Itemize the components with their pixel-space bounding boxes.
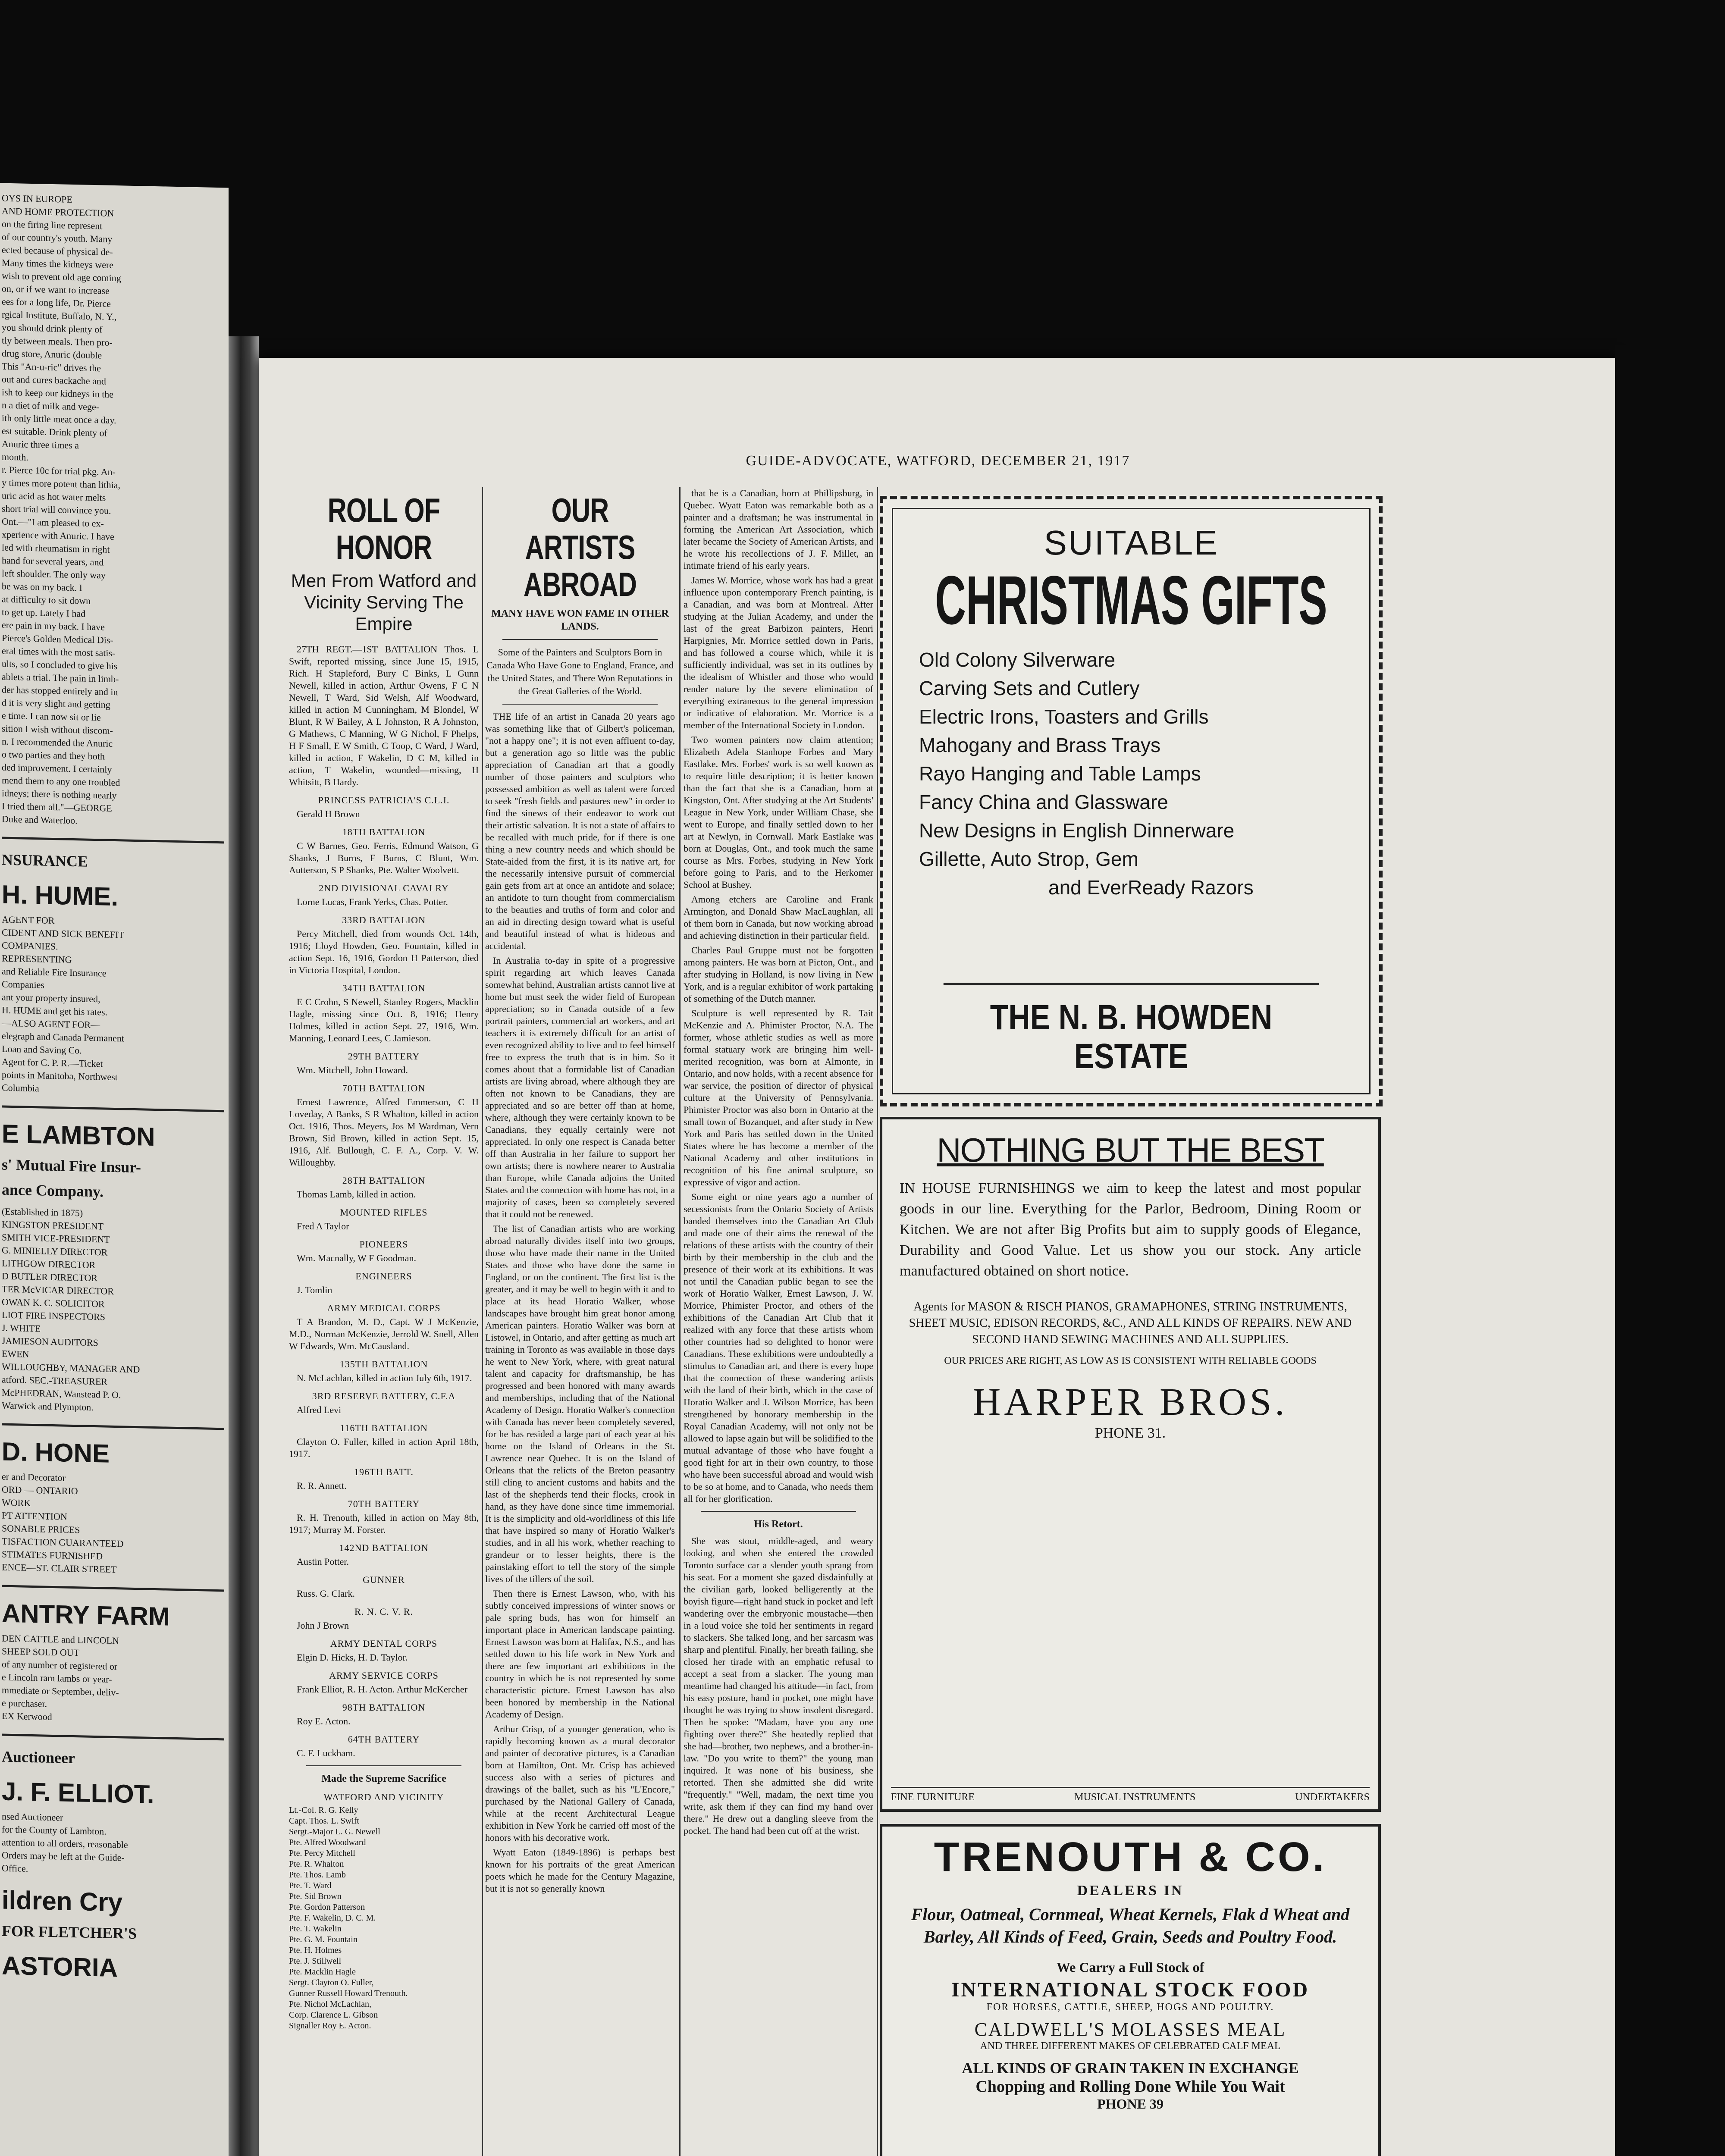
text-line: der has stopped entirely and in [2, 684, 118, 698]
text-line: EX Kerwood [2, 1710, 52, 1722]
officer-line: atford. SEC.-TREASURER [2, 1374, 108, 1387]
harper-agents: Agents for MASON & RISCH PIANOS, GRAMAPHONES, STRING INSTRUMENTS, SHEET MUSIC, EDISON RECORDS, &C., AND ALL KINDS OF REPAIRS. NEW AND SECOND HAND SEWING MACHINES AND ALL SUPPLIES. [909, 1300, 1352, 1346]
lambton-subtitle: s' Mutual Fire Insur- [2, 1156, 141, 1176]
text-line: SONABLE PRICES [2, 1523, 80, 1536]
text-line: COMPANIES. [2, 940, 58, 952]
officer-line: Warwick and Plympton. [2, 1400, 94, 1413]
hume-ad-text [2, 913, 224, 1099]
gift-list [919, 646, 1369, 902]
harper-body: IN HOUSE FURNISHINGS we aim to keep the latest and most popular goods in our line. Everything for the Parlor, Bedroom, Dining Room or Kitchen. We are not after Big Profits but aim to supply goods of Elegance, Durability and Good Value. Let us show you our stock. Any article manufactured obtained on short notice. [900, 1180, 1361, 1279]
harper-footer-item: UNDERTAKERS [1295, 1792, 1370, 1803]
unit-heading: ENGINEERS [355, 1271, 412, 1282]
text-line: Ont.—"I am pleased to ex- [2, 516, 104, 529]
elliot-name: J. F. ELLIOT. [2, 1777, 154, 1809]
text-line: y times more potent than lithia, [2, 477, 120, 491]
unit-names: Thomas Lamb, killed in action. [297, 1189, 416, 1200]
fallen-name: Corp. Clarence L. Gibson [289, 2010, 378, 2020]
paragraph: The list of Canadian artists who are working abroad naturally divides itself into two groups, those who have made their name in the United States and those who have done the same in England, or on the continent. The first list is the greater, and it may be well to begin with it and to place at its head Horatio Walker, whose landscapes have brought him great honor among American painters. Horatio Walker was born at Listowel, in Ontario, and after getting as much art training in Toronto as was available in those days he went to New York, where, with great natural talent and capacity for draftsmanship, he has progressed and been honored with many awards and memberships, including that of the National Academy of Design. Horatio Walker's connection with Canada has never been completely severed, for he has resided a large part of each year at his home on the Island of Orleans in the St. Lawrence near Quebec. It is on the Island of Orleans that the relicts of the Breton peasantry still cling to ancient customs and habits and the last of the shepherds tend their flocks, crook in hand, as they have done since time immemorial. It is the simplicity and old-worldliness of this life that have inspired so many of Horatio Walker's studies, and in all his work, whether reaching to grandeur or to lesser heights, there is the painstaking effort to tell the story of the simple lives of the tillers of the soil. [485, 1223, 675, 1584]
unit-heading: 34TH BATTALION [342, 983, 426, 993]
column-rule [679, 487, 681, 2156]
harper-firm-name: HARPER BROS. [972, 1381, 1288, 1423]
text-line: TISFACTION GUARANTEED [2, 1536, 124, 1549]
artists-deck-2: Some of the Painters and Sculptors Born in Canada Who Have Gone to England, France, and the United States, and There Won Reputations in the Great Galleries of the World. [486, 647, 674, 696]
text-line: short trial will convince you. [2, 503, 111, 516]
paragraph: Two women painters now claim attention; Elizabeth Adela Stanhope Forbes and Mary Eastlake. Mrs. Forbes' work is so well known as to require little description; it is better known than the fact that she is a Canadian, born at Kingston, Ont. After studying at the Art Students' League in New York, under William Chase, she went to Europe, and finally settled down to her art at Newlyn, in Cornwall. Mark Eastlake was born at Douglas, Ont., and took much the same course as Mrs. Forbes, studying in New York before going to Paris, and to the Herkomer School at Bushey. [684, 734, 873, 890]
insurance-heading: NSURANCE [2, 851, 88, 870]
text-line: Many times the kidneys were [2, 257, 114, 270]
unit-names: Fred A Taylor [297, 1221, 349, 1232]
divider [502, 639, 658, 640]
text-line: ere pain in my back. I have [2, 619, 105, 633]
text-line: to get up. Lately I had [2, 606, 86, 619]
unit-heading: 28TH BATTALION [342, 1175, 426, 1186]
unit-names: Wm. Mitchell, John Howard. [297, 1065, 408, 1075]
text-line: ected because of physical de- [2, 244, 113, 257]
text-line: and Reliable Fire Insurance [2, 965, 107, 979]
unit-names: Percy Mitchell, died from wounds Oct. 14th, 1916; Lloyd Howden, Geo. Fountain, killed in action Sept. 16, 1916, Gordon H Patterson, died in Victoria Hospital, London. [289, 928, 479, 975]
unit-heading: PRINCESS PATRICIA'S C.L.I. [318, 795, 450, 805]
gift-item: Fancy China and Glassware [919, 791, 1168, 813]
officer-line: J. WHITE [2, 1322, 41, 1334]
fallen-name: Pte. F. Wakelin, D. C. M. [289, 1913, 376, 1923]
newspaper-page [259, 358, 1617, 2156]
trenouth-firm-name: TRENOUTH & CO. [934, 1834, 1327, 1880]
text-line: for the County of Lambton. [2, 1824, 107, 1837]
text-line: led with rheumatism in right [2, 542, 110, 555]
trenouth-ad [880, 1824, 1381, 2156]
text-line: tly between meals. Then pro- [2, 335, 113, 348]
trenouth-stock-food: INTERNATIONAL STOCK FOOD [951, 1978, 1310, 2001]
text-line: on, or if we want to increase [2, 283, 110, 296]
gift-item: Carving Sets and Cutlery [919, 677, 1140, 699]
unit-names: C W Barnes, Geo. Ferris, Edmund Watson, G Shanks, J Burns, F Burns, C Blunt, Wm. Autterson, S P Shanks, Pte. Walter Woolvett. [289, 840, 479, 875]
officer-line: LIOT FIRE INSPECTORS [2, 1309, 106, 1322]
nothing-but-the-best-title: NOTHING BUT THE BEST [937, 1131, 1324, 1169]
text-line: Loan and Saving Co. [2, 1043, 82, 1056]
fallen-name: Gunner Russell Howard Trenouth. [289, 1989, 408, 1998]
text-line: I tried them all."—GEORGE [2, 800, 112, 814]
sacrifice-list [289, 1805, 479, 2031]
unit-heading: MOUNTED RIFLES [340, 1207, 428, 1218]
text-line: eral times with the most satis- [2, 645, 116, 659]
unit-names: R. R. Annett. [297, 1480, 347, 1491]
unit-names: N. McLachlan, killed in action July 6th, 1917. [297, 1373, 472, 1383]
text-line: ded improvement. I certainly [2, 761, 112, 775]
unit-names: E C Crohn, S Newell, Stanley Rogers, Macklin Hagle, missing since Oct. 8, 1916; Henry Holmes, killed in action Sept. 27, 1916, Wm. Manning, Leonard Lees, C Jamieson. [289, 997, 479, 1044]
unit-names: R. H. Trenouth, killed in action on May 8th, 1917; Murray M. Forster. [289, 1512, 479, 1535]
trenouth-dealers: DEALERS IN [1077, 1883, 1184, 1899]
officer-line: OWAN K. C. SOLICITOR [2, 1296, 105, 1310]
fallen-name: Pte. T. Wakelin [289, 1924, 342, 1934]
unit-heading: 29TH BATTERY [348, 1051, 420, 1062]
fallen-name: Pte. Gordon Patterson [289, 1902, 365, 1912]
column-rule [877, 487, 878, 2156]
officer-line: EWEN [2, 1348, 29, 1360]
fallen-name: Sergt.-Major L. G. Newell [289, 1827, 380, 1836]
unit-heading: 33RD BATTALION [342, 915, 426, 925]
page-masthead: GUIDE-ADVOCATE, WATFORD, DECEMBER 21, 1917 [746, 453, 1130, 469]
text-line: wish to prevent old age coming [2, 270, 121, 284]
divider [2, 1106, 224, 1112]
artists-article-continued [684, 487, 873, 1505]
fallen-name: Signaller Roy E. Acton. [289, 2021, 371, 2031]
unit-heading: GUNNER [363, 1574, 405, 1585]
paragraph: Then there is Ernest Lawson, who, with his subtly conceived impressions of winter snows or pale spring buds, has won for himself an important place in American landscape painting. Ernest Lawson was born at Halifax, N.S., and has settled down to his life work in New York and there are few important art exhibitions in the country in which he is not represented by some characteristic picture. Ernest Lawson has also been honored by membership in the National Academy of Design. [485, 1588, 675, 1720]
paragraph: Charles Paul Gruppe must not be forgotten among painters. He was born at Picton, Ont., and after studying in Holland, is now living in New York, and is a regular exhibitor of work partaking of something of the Dutch manner. [684, 945, 873, 1004]
trenouth-calf-meal: AND THREE DIFFERENT MAKES OF CELEBRATED CALF MEAL [980, 2040, 1281, 2052]
adjacent-page-strip [0, 183, 229, 2156]
text-line: mend them to any one troubled [2, 774, 120, 788]
unit-names: Alfred Levi [297, 1404, 342, 1415]
hume-name: H. HUME. [2, 880, 118, 912]
text-line: ablets a trial. The pain in limb- [2, 671, 119, 685]
text-line: r. Pierce 10c for trial pkg. An- [2, 464, 116, 478]
ad-line-suitable: SUITABLE [1044, 523, 1219, 562]
lambton-established: (Established in 1875) [2, 1206, 83, 1219]
text-line: est suitable. Drink plenty of [2, 425, 108, 439]
fallen-name: Pte. J. Stillwell [289, 1956, 342, 1966]
text-line: points in Manitoba, Northwest [2, 1069, 118, 1083]
unit-names: Clayton O. Fuller, killed in action April 18th, 1917. [289, 1436, 479, 1459]
unit-names: J. Tomlin [297, 1285, 332, 1295]
artists-article-body [485, 711, 675, 1895]
text-line: WORK [2, 1497, 31, 1508]
castoria-line-2: FOR FLETCHER'S [2, 1922, 137, 1943]
text-line: SHEEP SOLD OUT [2, 1645, 80, 1658]
text-line: ees for a long life, Dr. Pierce [2, 296, 111, 309]
text-line: Office. [2, 1862, 28, 1874]
text-line: e time. I can now sit or lie [2, 710, 101, 723]
trenouth-goods: Flour, Oatmeal, Cornmeal, Wheat Kernels, Flak d Wheat and Barley, All Kinds of Feed, Grain, Seeds and Poultry Food. [911, 1905, 1350, 1946]
paragraph: Wyatt Eaton (1849-1896) is perhaps best known for his portraits of the great American poets which he made for the Century Magazine, but it is not so generally known [485, 1847, 675, 1894]
text-line: H. HUME and get his rates. [2, 1004, 108, 1018]
unit-heading: 196TH BATT. [354, 1467, 414, 1477]
gift-item: New Designs in English Dinnerware [919, 819, 1235, 842]
text-line: ults, so I concluded to give his [2, 658, 118, 672]
roll-of-honor-intro [289, 643, 479, 788]
harper-footer-item: MUSICAL INSTRUMENTS [1074, 1792, 1196, 1803]
roll-of-honor-subtitle: Men From Watford and Vicinity Serving The Empire [291, 570, 477, 634]
unit-heading: ARMY DENTAL CORPS [330, 1638, 438, 1649]
text-line: DEN CATTLE and LINCOLN [2, 1633, 119, 1646]
text-line: ant your property insured, [2, 991, 100, 1005]
paragraph: James W. Morrice, whose work has had a great influence upon contemporary French painting, is a Canadian, and was born at Montreal. After studying at the Julian Academy, and under the last of the great Barbizon painters, Henri Harpignies, Mr. Morrice settled down in Paris, and has followed a course which, while it is sufficiently individual, was set in its outlines by the idealism of Whistler and those who would render nature by the severe elimination of everything extraneous to the general impression or indicative of elaboration. Mr. Morrice is a member of the International Society in London. [684, 575, 873, 730]
text-line: This "An-u-ric" drives the [2, 360, 101, 374]
text-line: Pierce's Golden Medical Dis- [2, 632, 113, 646]
fallen-name: Pte. H. Holmes [289, 1946, 342, 1955]
unit-names: John J Brown [297, 1620, 349, 1631]
unit-heading: 135TH BATTALION [339, 1359, 428, 1369]
unit-heading: PIONEERS [359, 1239, 408, 1250]
lambton-officers [2, 1218, 224, 1417]
lambton-name: E LAMBTON [2, 1119, 155, 1151]
divider [2, 1585, 224, 1592]
text-line: ENCE—ST. CLAIR STREET [2, 1561, 117, 1575]
unit-names: Roy E. Acton. [297, 1716, 351, 1727]
fallen-name: Pte. G. M. Fountain [289, 1935, 358, 1944]
unit-names: Frank Elliot, R. H. Acton. Arthur McKercher [297, 1684, 467, 1695]
christmas-gifts-ad [880, 496, 1383, 1106]
paragraph: that he is a Canadian, born at Phillipsburg, in Quebec. Wyatt Eaton was remarkable both as a painter and a draftsman; he was instrumental in forming the American Art Association, which later became the Society of American Artists, and he wrote his recollections of J. F. Millet, an intimate friend of his early years. [684, 488, 873, 571]
text-line: ith only little meat once a day. [2, 412, 116, 426]
divider [701, 1511, 856, 1512]
divider [306, 1765, 461, 1766]
book-gutter [229, 336, 259, 2156]
artists-deck: MANY HAVE WON FAME IN OTHER LANDS. [491, 608, 669, 632]
gift-item: Old Colony Silverware [919, 649, 1116, 671]
fallen-name: Pte. Macklin Hagle [289, 1967, 356, 1977]
trenouth-molasses-meal: CALDWELL'S MOLASSES MEAL [974, 2019, 1286, 2040]
harper-footer [891, 1787, 1370, 1803]
divider [2, 1423, 224, 1430]
text-line: at difficulty to sit down [2, 593, 91, 606]
text-line: Columbia [2, 1082, 39, 1094]
unit-names: C. F. Luckham. [297, 1748, 355, 1758]
unit-names: Elgin D. Hicks, H. D. Taylor. [297, 1652, 408, 1663]
paragraph: She was stout, middle-aged, and weary looking, and when she entered the crowded Toronto surface car a slender youth sprang from his seat. For a moment she gazed disdainfully at the civilian garb, looked belligerently at the boyish figure—right hand stuck in pocket and left wandering over the embryonic moustache—then in a loud voice she told her sentiments in regard to slackers. She talked long, and her sarcasm was sharp and plentiful. Finally, her breath failing, she closed her tirade with an emphatic refusal to accept a seat from a slacker. The young man meantime had changed his attitude—in fact, from his easy posture, hand in pocket, one might have thought he was trying to show insolent disregard. Then he spoke: "Madam, have you any one fighting over there?" She heatedly replied that she had—brother, two nephews, and a brother-in-law. "Do you write to them?" the young man inquired. It was none of his business, she retorted. Then she admitted she did write "frequently." "Well, madam, the next time you write, ask them if they can find my hand over there." He drew out a dangling sleeve from the pocket. The hand had been cut off at the wrist. [684, 1536, 873, 1836]
unit-names: Wm. Macnally, W F Goodman. [297, 1253, 416, 1263]
text-line: sition I wish without discom- [2, 723, 113, 736]
text-line: AND HOME PROTECTION [2, 205, 114, 219]
farm-heading: ANTRY FARM [2, 1598, 170, 1631]
fallen-name: Pte. Nichol McLachlan, [289, 1999, 372, 2009]
text-line: ORD — ONTARIO [2, 1484, 78, 1497]
text-line: rgical Institute, Buffalo, N. Y., [2, 309, 117, 323]
text-line: Anuric three times a [2, 438, 79, 451]
harper-phone: PHONE 31. [1095, 1425, 1166, 1441]
unit-heading: 70TH BATTERY [348, 1498, 420, 1509]
paragraph: THE life of an artist in Canada 20 years ago was something like that of Gilbert's policeman, "not a happy one"; it is not even affluent to-day, but a generation ago so little was the public appreciation of Canadian art that a goodly number of those painters and sculptors who possessed ambition as well as talent were forced to seek "fresh fields and pastures new" in order to find the sinews of their endeavor to work out their artistic salvation. It is not a state of affairs to be recalled with much pride, for if there is one thing a new country needs and which should be State-aided from the first, it is its native art, for the necessarily intensive pursuit of commercial gain gets from art at once an antidote and solace; an antidote to turn thought from commercialism to the beauties and truths of form and color and an aid in directing design toward what is useful and beautiful instead of what is hideous and accidental. [485, 711, 675, 951]
auctioneer-heading: Auctioneer [2, 1748, 75, 1767]
trenouth-phone: PHONE 39 [1097, 2096, 1164, 2112]
hone-name: D. HONE [2, 1437, 110, 1468]
divider [2, 1734, 224, 1741]
text-line: idneys; there is nothing nearly [2, 787, 117, 801]
unit-heading: ARMY MEDICAL CORPS [327, 1303, 441, 1313]
unit-heading: 98TH BATTALION [342, 1702, 426, 1713]
castoria-line-3: ASTORIA [2, 1951, 118, 1983]
ad-line-christmas-gifts: CHRISTMAS GIFTS [935, 561, 1327, 639]
text-line: REPRESENTING [2, 953, 72, 965]
roll-of-honor-column [289, 487, 479, 2156]
gift-item: Electric Irons, Toasters and Grills [919, 705, 1209, 728]
fallen-name: Pte. T. Ward [289, 1881, 332, 1890]
officer-line: SMITH VICE-PRESIDENT [2, 1232, 110, 1245]
howden-firm-name: THE N. B. HOWDEN ESTATE [944, 983, 1319, 1076]
unit-heading: R. N. C. V. R. [354, 1606, 414, 1617]
text-line: er and Decorator [2, 1471, 66, 1483]
text-line: elegraph and Canada Permanent [2, 1030, 125, 1044]
ad-inner-border [892, 508, 1371, 1094]
fallen-name: Pte. Thos. Lamb [289, 1870, 346, 1880]
divider [2, 837, 224, 844]
fallen-name: Pte. R. Whalton [289, 1859, 344, 1869]
elliot-ad-text [2, 1810, 224, 1880]
fallen-name: Pte. Sid Brown [289, 1892, 342, 1901]
story-body [684, 1535, 873, 1837]
text-line: Agent for C. P. R.—Ticket [2, 1056, 103, 1069]
column-rule [482, 487, 483, 2156]
fallen-name: Pte. Alfred Woodward [289, 1838, 366, 1847]
artists-continued-column [684, 487, 873, 2156]
officer-line: McPHEDRAN, Wanstead P. O. [2, 1387, 121, 1401]
text-line: Duke and Waterloo. [2, 813, 78, 826]
unit-heading: 2ND DIVISIONAL CAVALRY [319, 883, 449, 893]
text-line: CIDENT AND SICK BENEFIT [2, 927, 124, 940]
officer-line: LITHGOW DIRECTOR [2, 1257, 96, 1271]
artists-column [485, 487, 675, 2156]
lambton-subtitle-2: ance Company. [2, 1181, 104, 1200]
text-line: of our country's youth. Many [2, 231, 113, 244]
text-line: PT ATTENTION [2, 1510, 67, 1522]
text-line: n a diet of milk and vege- [2, 399, 100, 413]
unit-names: Austin Potter. [297, 1556, 349, 1567]
roll-of-honor-sections [289, 794, 479, 1759]
officer-line: G. MINIELLY DIRECTOR [2, 1244, 108, 1258]
unit-heading: 70TH BATTALION [342, 1083, 426, 1094]
story-title: His Retort. [754, 1519, 803, 1530]
sacrifice-subtitle: WATFORD AND VICINITY [323, 1792, 444, 1802]
trenouth-chopping: Chopping and Rolling Done While You Wait [975, 2078, 1285, 2096]
gift-item: and EverReady Razors [1048, 876, 1254, 899]
text-line: n. I recommended the Anuric [2, 736, 113, 749]
text-line: o two parties and they both [2, 749, 105, 762]
text-line: drug store, Anuric (double [2, 348, 102, 361]
text-line: you should drink plenty of [2, 322, 103, 335]
text-line: OYS IN EUROPE [2, 192, 72, 205]
paragraph: Among etchers are Caroline and Frank Armington, and Donald Shaw MacLaughlan, all of them born in Canada, but now working abroad and achieving distinction in their particular field. [684, 894, 873, 941]
text-line: ish to keep our kidneys in the [2, 386, 114, 400]
officer-line: KINGSTON PRESIDENT [2, 1219, 104, 1232]
text-line: hand for several years, and [2, 555, 104, 568]
text-line: uric acid as hot water melts [2, 490, 106, 503]
text-line: mmediate or September, deliv- [2, 1684, 119, 1698]
unit-names: Lorne Lucas, Frank Yerks, Chas. Potter. [297, 896, 448, 907]
anuric-ad-text [2, 192, 224, 830]
gift-item: Rayo Hanging and Table Lamps [919, 762, 1201, 785]
text-line: Orders may be left at the Guide- [2, 1849, 125, 1863]
unit-names: T A Brandon, M. D., Capt. W J McKenzie, M.D., Norman McKenzie, Jerrold W. Snell, Allen W Edwards, Wm. McCausland. [289, 1316, 479, 1351]
unit-heading: 116TH BATTALION [340, 1423, 428, 1433]
sacrifice-title: Made the Supreme Sacrifice [321, 1773, 446, 1784]
paragraph: Arthur Crisp, of a younger generation, who is rapidly becoming known as a mural decorator and painter of decorative pictures, is a Canadian born at Hamilton, Ont. Mr. Crisp has achieved success also with a series of pictures and drawings of the ballet, such as his "L'Encore," purchased by the National Gallery of Canada, while at the recent Architectural League exhibition in New York he carried off most of the honors with his decorative work. [485, 1724, 675, 1843]
roll-of-honor-title: ROLL OF HONOR [327, 491, 440, 566]
officer-line: TER McVICAR DIRECTOR [2, 1283, 114, 1297]
farm-ad-text [2, 1632, 224, 1727]
paragraph: 27TH REGT.—1ST BATTALION Thos. L Swift, reported missing, since June 15, 1915, Rich. H Stapleford, Bury C Binks, L Gunn Newell, killed in action, Arthur Owens, F C N Newell, T Ward, Sid Welsh, Alf Woodward, killed in action M Cunningham, M Blondel, W Blunt, R W Bailey, A L Johnston, R A Johnston, G Mathews, C Manning, W G Nichol, F Phelps, H F Small, E W Smith, C Toop, C Ward, J Ward, killed in action, F Wakelin, D C M, killed in action, T Wakelin, wounded—missing, H Whitsitt, B Hardy. [289, 644, 479, 787]
text-line: left shoulder. The only way [2, 567, 106, 581]
unit-heading: 18TH BATTALION [342, 827, 426, 837]
text-line: Companies [2, 978, 44, 990]
text-line: —ALSO AGENT FOR— [2, 1017, 100, 1031]
text-line: xperience with Anuric. I have [2, 529, 114, 542]
officer-line: JAMIESON AUDITORS [2, 1335, 98, 1348]
officer-line: D BUTLER DIRECTOR [2, 1270, 98, 1284]
paragraph: Sculpture is well represented by R. Tait McKenzie and A. Phimister Proctor, N.A. The former, whose athletic studies as well as more formal statuary work are bringing him well-merited recognition, was born at Almonte, in Ontario, and now holds, with a recent absence for war service, the position of director of physical culture at the University of Pennsylvania. Phimister Proctor was also born in Ontario at the small town of Bozanquet, and after study in New York and Paris has settled down in the United States where he has become a member of the National Academy and other institutions in recognition of his fine animal sculpture, so expressive of vigor and action. [684, 1008, 873, 1188]
text-line: out and cures backache and [2, 373, 106, 387]
trenouth-stock-food-sub: FOR HORSES, CATTLE, SHEEP, HOGS AND POULTRY. [986, 2002, 1274, 2013]
unit-names: Russ. G. Clark. [297, 1588, 355, 1599]
trenouth-stock: We Carry a Full Stock of [1056, 1959, 1204, 1975]
unit-heading: 142ND BATTALION [339, 1542, 429, 1553]
fallen-name: Capt. Thos. L. Swift [289, 1816, 359, 1826]
unit-names: Gerald H Brown [297, 808, 360, 819]
harper-bros-ad [880, 1117, 1381, 1812]
artists-title: OUR ARTISTS ABROAD [523, 491, 637, 603]
text-line: month. [2, 451, 28, 463]
text-line: e Lincoln ram lambs or year- [2, 1671, 112, 1685]
scan-background [1615, 345, 1725, 2156]
officer-line: WILLOUGHBY, MANAGER AND [2, 1361, 140, 1375]
text-line: of any number of registered or [2, 1658, 118, 1672]
unit-heading: 64TH BATTERY [348, 1734, 420, 1745]
text-line: be was on my back. I [2, 580, 82, 593]
paragraph: Some eight or nine years ago a number of secessionists from the Ontario Society of Artists banded themselves into the Canadian Art Club and made one of their aims the renewal of the relations of these artists with the country of their birth by their membership in the club and the presence of their work at its exhibitions. It was not until the Canadian public began to see the work of Horatio Walker, Ernest Lawson, J. W. Morrice, Phimister Proctor, and others of the exhibitions of the Canadian Art Club that it realized with any force that these artists whom other countries had so delighted to honor were Canadians. These exhibitions were undoubtedly a stimulus to Canadian art, and there is every hope that the connection of these wandering artists with the land of their birth, which in the case of Horatio Walker and J. Wilson Morrice, has been strengthened by honorary membership in the Royal Canadian Academy, will not only not be allowed to lapse again but will be solidified to the mutual advantage of those who have fought a good fight for art in their own country, to those who have been successful abroad and would wish to be so at home, and to Canada, who needs them all for her glorification. [684, 1191, 873, 1504]
text-line: STIMATES FURNISHED [2, 1548, 103, 1562]
text-line: attention to all orders, reasonable [2, 1836, 128, 1850]
text-line: d it is very slight and getting [2, 697, 110, 710]
divider [502, 704, 658, 705]
harper-prices: OUR PRICES ARE RIGHT, AS LOW AS IS CONSISTENT WITH RELIABLE GOODS [944, 1355, 1317, 1366]
text-line: e purchaser. [2, 1697, 47, 1709]
harper-footer-item: FINE FURNITURE [891, 1792, 975, 1803]
text-line: nsed Auctioneer [2, 1811, 63, 1823]
fallen-name: Pte. Percy Mitchell [289, 1849, 355, 1858]
text-line: AGENT FOR [2, 914, 55, 926]
castoria-line-1: ildren Cry [2, 1885, 123, 1917]
fallen-name: Sergt. Clayton O. Fuller, [289, 1978, 374, 1987]
unit-heading: ARMY SERVICE CORPS [329, 1670, 439, 1681]
gift-item: Mahogany and Brass Trays [919, 734, 1160, 756]
unit-names: Ernest Lawrence, Alfred Emmerson, C H Loveday, A Banks, S R Whalton, killed in action Oct. 1916, Thos. Meyers, Jos M Wardman, Vern Brown, Sid Brown, killed in action Sept. 15, 1916, Alf. Bullough, C. F. A., Corp. V. W. Willoughby. [289, 1097, 479, 1168]
paragraph: In Australia to-day in spite of a progressive spirit regarding art which leaves Canada somewhat behind, Australian artists cannot live at home but must seek the wider field of European appreciation; so in Canada outside of a few portrait painters, commercial art workers, and art teachers it is extremely difficult for an artist of even recognized ability to live and to feel himself free to express the truth that is in him. So it comes about that a formidable list of Canadian artists are living abroad, where although they are often not known to be Canadians, they are appreciated and so are better off than at home, where, although they were certainly known to be Canadians, they equally certainly were not appreciated. In only one respect is Canada better off than Australia in her failure to support her own artists; there is nowhere nearer to Australia than Europe, while Canada adjoins the United States and the connection with home has not, in a majority of cases, been so completely severed that it could not be renewed. [485, 955, 675, 1219]
fallen-name: Lt.-Col. R. G. Kelly [289, 1805, 358, 1815]
gift-item: Gillette, Auto Strop, Gem [919, 848, 1138, 870]
hone-ad-text [2, 1470, 224, 1579]
unit-heading: 3RD RESERVE BATTERY, C.F.A [312, 1391, 456, 1401]
trenouth-grain-exchange: ALL KINDS OF GRAIN TAKEN IN EXCHANGE [962, 2059, 1299, 2077]
text-line: on the firing line represent [2, 218, 103, 232]
